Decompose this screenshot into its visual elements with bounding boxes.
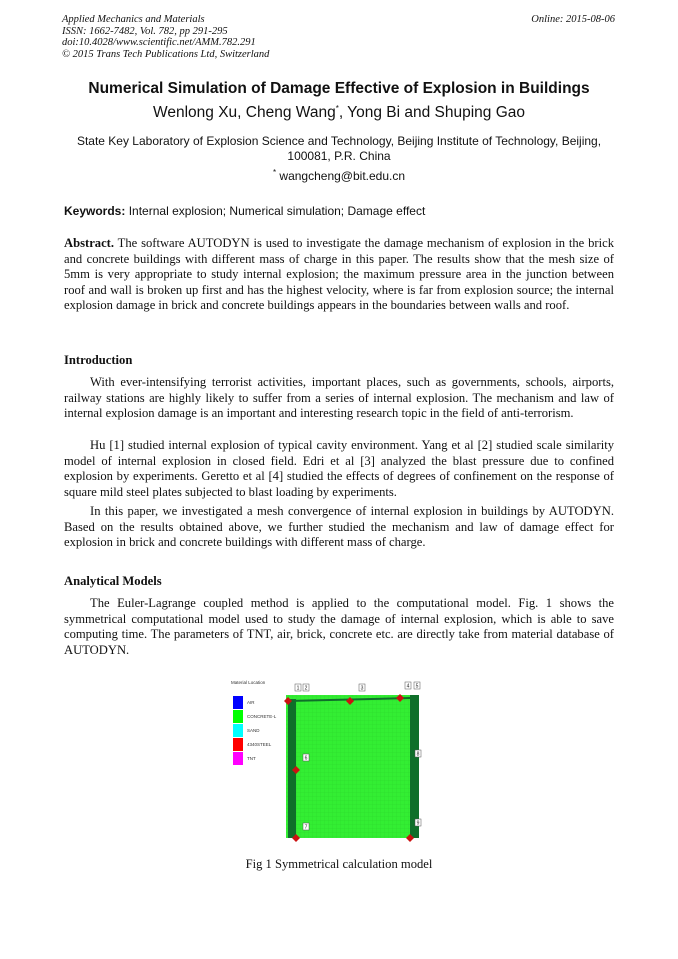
online-date: Online: 2015-08-06 [531, 14, 615, 25]
keywords [64, 204, 616, 218]
copyright: © 2015 Trans Tech Publications Ltd, Switzerland [62, 48, 270, 60]
legend-swatch [233, 696, 243, 709]
gauge-label: 9 [416, 820, 420, 827]
email-address[interactable]: wangcheng@bit.edu.cn [279, 169, 406, 183]
legend-label: 4340STEEL [247, 742, 272, 747]
issn: ISSN: 1662-7482, Vol. 782, pp 291-295 [62, 25, 228, 37]
figure-legend [231, 680, 291, 770]
right-wall [410, 695, 419, 838]
legend-item-sand [231, 724, 291, 738]
author-list: Wenlong Xu, Cheng Wang*, Yong Bi and Shuping Gao [153, 104, 525, 122]
legend-swatch [233, 738, 243, 751]
corresponding-mark: * [335, 104, 339, 113]
intro-paragraph-3: In this paper, we investigated a mesh convergence of internal explosion in buildings by AUTODYN. Based on the results obtained above, we further studied the mechanism and law of damage effect for explosion in brick and concrete buildings with different mass of charge. [64, 504, 614, 550]
gauge-label: 3 [360, 685, 364, 692]
abstract-text: The software AUTODYN is used to investigate the damage mechanism of explosion in the brick and concrete buildings with different mass of charge in this paper. The results show that the mesh size of 5mm is very appropriate to study internal explosion; the maximum pressure area in the junction between roof and wall is broken up first and has the highest velocity, where is far from explosion source; the internal explosion damage in brick and concrete buildings appears in the boundaries between walls and roof. [64, 236, 614, 313]
mesh-grid [286, 695, 419, 838]
keywords-label: Keywords: [64, 204, 126, 218]
intro-paragraph-1: With ever-intensifying terrorist activities, important places, such as governments, schools, airports, railway stations are highly likely to suffer from a series of internal explosion. The mechanism and law of internal explosion damage is an important and interesting research topic in the field of anti-terrorism. [64, 375, 614, 421]
legend-item-steel [231, 738, 291, 752]
legend-item-air [231, 696, 291, 710]
legend-item-concrete [231, 710, 291, 724]
gauge-label: 5 [415, 683, 419, 690]
email-mark: * [272, 168, 277, 177]
paper-title: Numerical Simulation of Damage Effective of Explosion in Buildings [88, 80, 590, 97]
legend-label: CONCRETE-L [247, 714, 277, 719]
intro-paragraph-2: Hu [1] studied internal explosion of typical cavity environment. Yang et al [2] studied scale similarity model of internal explosion in closed field. Edri et al [3] analyzed the blast pressure due to confined explosion by experiments. Geretto et al [4] studied the effects of degrees of confinement on the response of square mild steel plates subjected to blast loading by experiments. [64, 438, 614, 499]
gauge-label: 6 [304, 755, 308, 762]
gauge-label: 4 [406, 683, 410, 690]
legend-swatch [233, 724, 243, 737]
introduction-heading: Introduction [64, 353, 133, 367]
abstract [64, 236, 614, 314]
gauge-label: 8 [416, 751, 420, 758]
legend-item-tnt [231, 752, 291, 766]
doi: doi:10.4028/www.scientific.net/AMM.782.291 [62, 37, 256, 48]
legend-label: TNT [247, 756, 256, 761]
gauge-label: 2 [304, 685, 308, 692]
figure-1 [228, 680, 440, 842]
legend-swatch [233, 752, 243, 765]
analytical-paragraph-1: The Euler-Lagrange coupled method is applied to the computational model. Fig. 1 shows the symmetrical computational model used to study the damage of internal explosion, which is able to save computing time. The parameters of TNT, air, brick, concrete etc. are directly take from material database of AUTODYN. [64, 596, 614, 657]
gauge-label: 1 [296, 685, 300, 692]
author-others: Yong Bi and Shuping Gao [347, 104, 525, 122]
author-wang: Cheng Wang [245, 104, 336, 122]
gauge-label: 7 [304, 824, 308, 831]
legend-label: SAND [247, 728, 260, 733]
abstract-label: Abstract. [64, 236, 115, 250]
legend-title: Material Location [231, 680, 266, 685]
email-line [0, 168, 678, 183]
author-xu: Wenlong Xu [153, 104, 238, 122]
analytical-heading: Analytical Models [64, 574, 162, 588]
journal-name: Applied Mechanics and Materials [62, 14, 205, 25]
legend-swatch [233, 710, 243, 723]
keywords-text: Internal explosion; Numerical simulation; Damage effect [128, 204, 426, 218]
journal-header [62, 14, 269, 60]
affiliation: State Key Laboratory of Explosion Science and Technology, Beijing Institute of Technology, Beijing, 100081, P.R. China [76, 134, 602, 163]
figure-caption: Fig 1 Symmetrical calculation model [245, 857, 433, 871]
legend-label: AIR [247, 700, 255, 705]
